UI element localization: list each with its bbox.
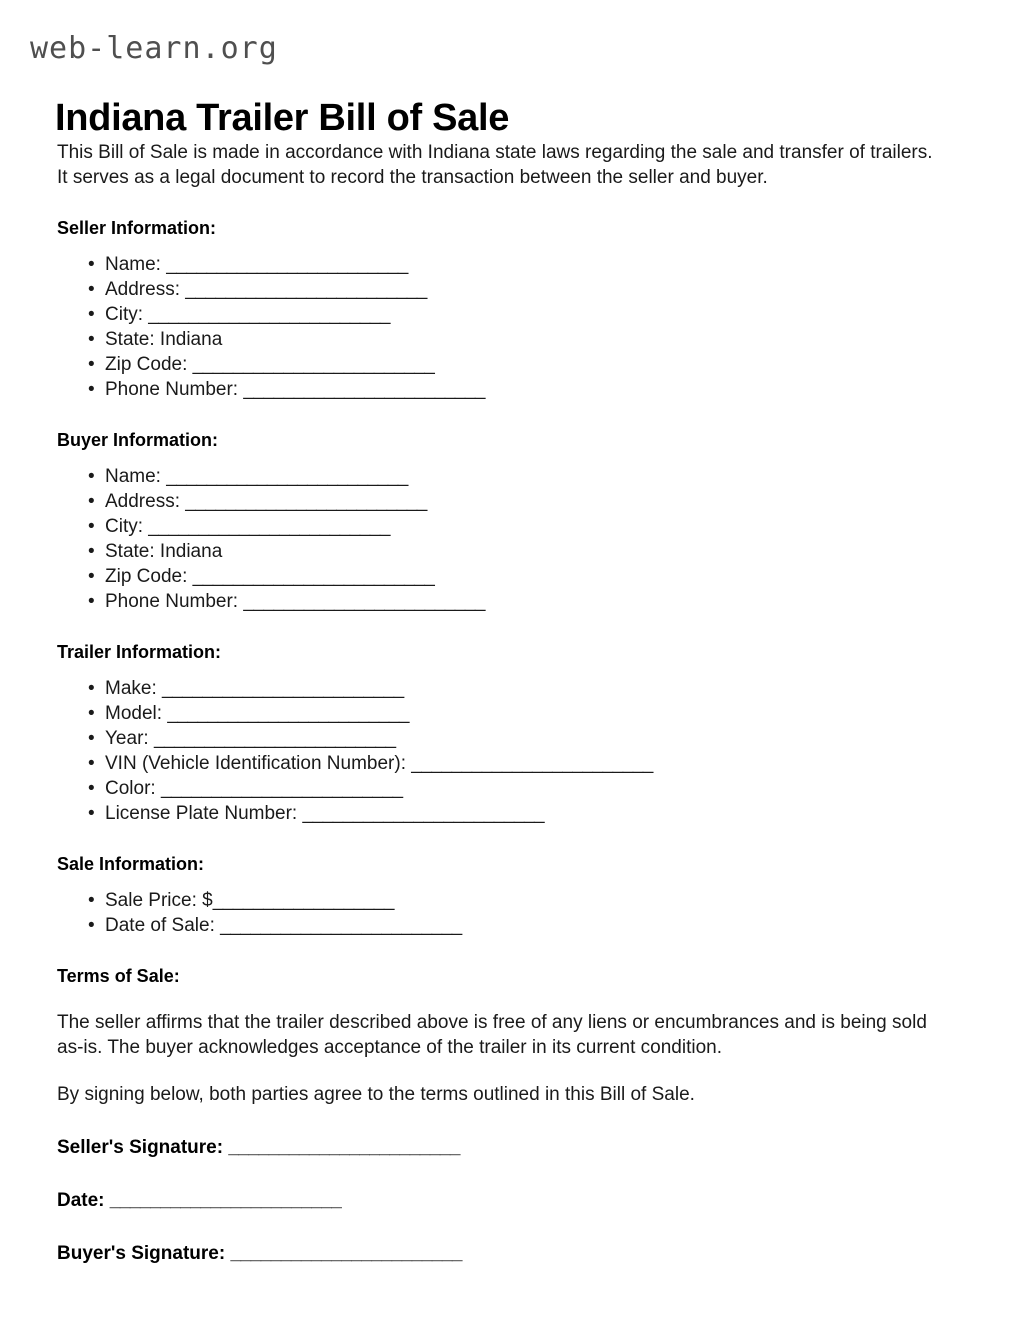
seller-date-line (57, 1188, 1025, 1213)
field-blank[interactable]: ________________________ (185, 491, 427, 512)
field-blank[interactable]: __________________ (212, 890, 394, 911)
list-item (88, 564, 1025, 589)
list-item (88, 589, 1025, 614)
field-label: City: (105, 516, 149, 537)
list-item (88, 489, 1025, 514)
field-label: Date of Sale: (105, 915, 221, 936)
buyer-field-list (0, 464, 1025, 614)
field-blank[interactable]: ________________________ (243, 379, 485, 400)
field-label: City: (105, 304, 149, 325)
field-blank[interactable]: ________________________ (411, 753, 653, 774)
list-item (88, 539, 1025, 564)
field-label: Address: (105, 279, 186, 300)
list-item (88, 327, 1025, 352)
section-heading-terms: Terms of Sale: (57, 966, 180, 986)
field-label: State: Indiana (105, 541, 223, 562)
field-label: Address: (105, 491, 186, 512)
list-item (88, 252, 1025, 277)
section-heading-seller: Seller Information: (57, 218, 217, 238)
section-heading-sale: Sale Information: (57, 854, 205, 874)
list-item (88, 352, 1025, 377)
section-heading-buyer: Buyer Information: (57, 430, 219, 450)
list-item (88, 913, 1025, 938)
field-blank[interactable]: ________________________ (192, 354, 435, 375)
field-label: License Plate Number: (105, 803, 303, 824)
section-heading-trailer: Trailer Information: (57, 642, 222, 662)
field-label: Phone Number: (105, 379, 244, 400)
field-blank[interactable]: ________________________ (160, 778, 403, 799)
field-label: Buyer's Signature: (57, 1243, 231, 1264)
field-blank[interactable]: ________________________ (302, 803, 545, 824)
list-item (88, 302, 1025, 327)
list-item (88, 726, 1025, 751)
list-item (88, 514, 1025, 539)
list-item (88, 377, 1025, 402)
field-label: Color: (105, 778, 161, 799)
site-watermark: web-learn.org (30, 31, 278, 66)
trailer-field-list (0, 676, 1025, 826)
sale-field-list (0, 888, 1025, 938)
field-blank[interactable]: _______________________ (228, 1137, 460, 1158)
document-body (0, 140, 1025, 1266)
terms-paragraph-2: By signing below, both parties agree to the terms outlined in this Bill of Sale. (57, 1084, 695, 1105)
field-blank[interactable]: ________________________ (162, 678, 404, 699)
seller-field-list (0, 252, 1025, 402)
field-blank[interactable]: ________________________ (148, 516, 390, 537)
list-item (88, 676, 1025, 701)
field-label: Sale Price: $ (105, 890, 213, 911)
field-label: Name: (105, 254, 167, 275)
terms-paragraph-1: The seller affirms that the trailer described above is free of any liens or encumbrances and is being sold as-is. The buyer acknowledges acceptance of the trailer in its current condition. (57, 1012, 927, 1058)
field-blank[interactable]: _______________________ (109, 1190, 342, 1211)
field-blank[interactable]: ________________________ (148, 304, 390, 325)
list-item (88, 888, 1025, 913)
field-blank[interactable]: ________________________ (243, 591, 485, 612)
field-label: Zip Code: (105, 566, 193, 587)
intro-paragraph: This Bill of Sale is made in accordance with Indiana state laws regarding the sale and transfer of trailers. It serves as a legal document to record the transaction between the seller and buyer. (57, 142, 933, 188)
field-blank[interactable]: _______________________ (230, 1243, 462, 1264)
field-blank[interactable]: ________________________ (166, 254, 408, 275)
field-label: Phone Number: (105, 591, 244, 612)
page-title: Indiana Trailer Bill of Sale (55, 97, 510, 140)
list-item (88, 801, 1025, 826)
list-item (88, 776, 1025, 801)
field-label: Year: (105, 728, 154, 749)
list-item (88, 701, 1025, 726)
seller-signature-line (57, 1135, 1025, 1160)
field-label: Seller's Signature: (57, 1137, 229, 1158)
list-item (88, 277, 1025, 302)
field-label: Make: (105, 678, 163, 699)
field-label: Name: (105, 466, 167, 487)
field-blank[interactable]: ________________________ (192, 566, 435, 587)
field-blank[interactable]: ________________________ (185, 279, 427, 300)
field-blank[interactable]: ________________________ (153, 728, 396, 749)
field-label: Date: (57, 1190, 110, 1211)
field-blank[interactable]: ________________________ (220, 915, 462, 936)
field-blank[interactable]: ________________________ (167, 703, 409, 724)
list-item (88, 751, 1025, 776)
list-item (88, 464, 1025, 489)
field-label: Zip Code: (105, 354, 193, 375)
buyer-signature-line (57, 1241, 1025, 1266)
field-label: Model: (105, 703, 168, 724)
field-label: VIN (Vehicle Identification Number): (105, 753, 412, 774)
field-label: State: Indiana (105, 329, 223, 350)
field-blank[interactable]: ________________________ (166, 466, 408, 487)
